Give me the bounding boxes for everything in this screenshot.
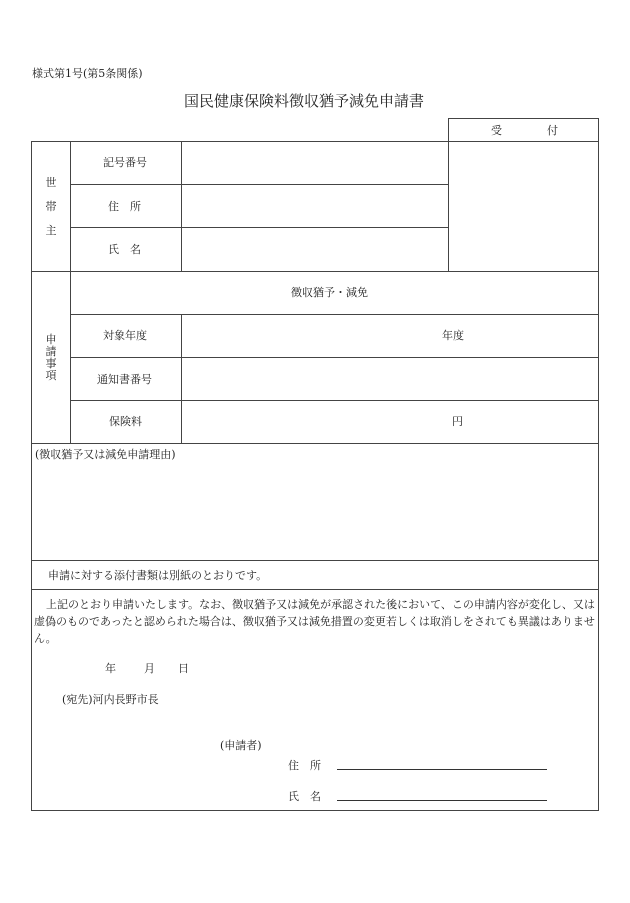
record-number-field[interactable] — [184, 146, 444, 180]
name-field[interactable] — [184, 232, 444, 266]
form-number: 様式第1号(第5条関係) — [32, 67, 143, 80]
application-heading-4: 項 — [45, 369, 57, 382]
form-title: 国民健康保険料徴収猶予減免申請書 — [184, 92, 425, 110]
date-day: 日 — [178, 662, 189, 675]
application-heading-3: 事 — [45, 357, 57, 370]
date-year: 年 — [105, 662, 116, 675]
premium-unit: 円 — [452, 415, 463, 428]
reception-label-left: 受 — [491, 124, 502, 137]
label-address: 住 所 — [108, 200, 141, 213]
householder-heading-3: 主 — [45, 224, 57, 237]
addressee: (宛先)河内長野市長 — [62, 693, 159, 706]
declaration-text: 上記のとおり申請いたします。なお、徴収猶予又は減免が承認された後において、この申請内容が変化し、又は虚偽のものであったと認められた場合は、徴収猶予又は減免措置の変更若しくは取消しをされても異議はありません。 — [34, 598, 595, 645]
householder-heading-2: 帯 — [45, 200, 57, 213]
application-heading-2: 請 — [45, 345, 57, 358]
deferral-exemption-label: 徴収猶予・減免 — [291, 286, 368, 299]
target-year-unit: 年度 — [442, 329, 464, 342]
label-target-year: 対象年度 — [103, 329, 147, 342]
attachment-note: 申請に対する添付書類は別紙のとおりです。 — [48, 569, 268, 582]
label-premium: 保険料 — [109, 415, 142, 428]
applicant-address-line[interactable] — [337, 769, 547, 770]
applicant-name-line[interactable] — [337, 800, 547, 801]
applicant-heading: (申請者) — [220, 739, 262, 752]
applicant-name-label: 氏 名 — [288, 790, 321, 803]
reason-label: (徴収猶予又は減免申請理由) — [35, 448, 176, 461]
reason-field[interactable] — [35, 466, 593, 556]
householder-heading-1: 世 — [45, 176, 57, 189]
label-notice-number: 通知書番号 — [97, 373, 152, 386]
address-field[interactable] — [184, 189, 444, 223]
reception-label-right: 付 — [547, 124, 558, 137]
application-heading-1: 申 — [45, 333, 57, 346]
date-month: 月 — [144, 662, 155, 675]
applicant-address-label: 住 所 — [288, 759, 321, 772]
label-record-number: 記号番号 — [103, 156, 147, 169]
label-name: 氏 名 — [108, 243, 141, 256]
